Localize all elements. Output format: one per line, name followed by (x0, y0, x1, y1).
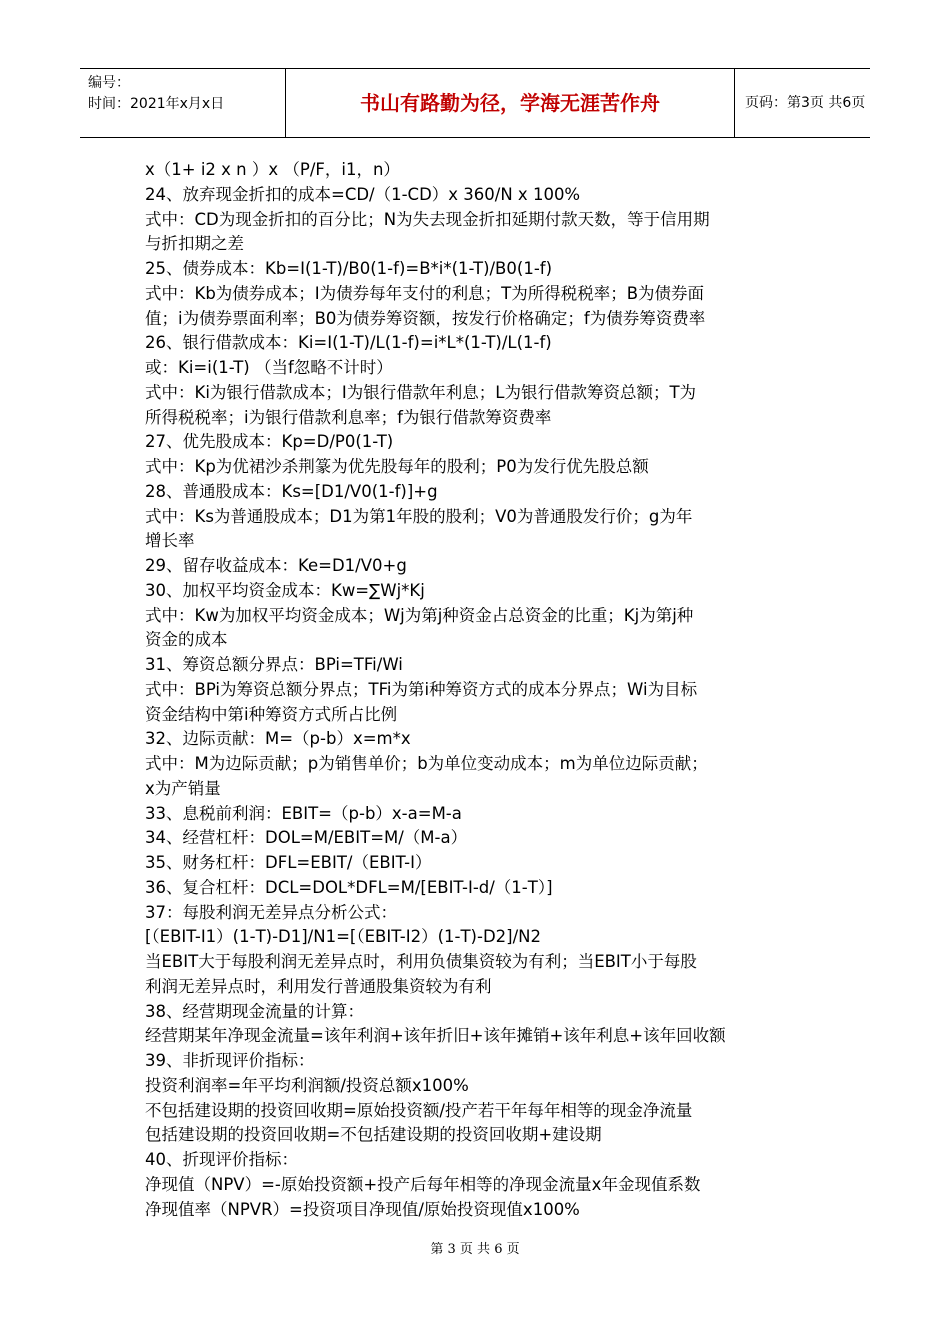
number-label: 编号： (88, 75, 130, 91)
text-line: 式中：Kw为加权平均资金成本；Wj为第j种资金占总资金的比重；Kj为第j种 (145, 605, 694, 625)
text-line: 利润无差异点时，利用发行普通股集资较为有利 (145, 976, 492, 996)
text-line: 式中：M为边际贡献；p为销售单价；b为单位变动成本；m为单位边际贡献； (145, 754, 708, 773)
page-footer: 第 3 页 共 6 页 (430, 1242, 520, 1257)
text-line: 36、复合杠杆：DCL=DOL*DFL=M/[EBIT-I-d/（1-T）] (145, 877, 553, 897)
text-line: 经营期某年净现金流量=该年利润+该年折旧+该年摊销+该年利息+该年回收额 (145, 1026, 726, 1046)
text-line: 当EBIT大于每股利润无差异点时，利用负债集资较为有利；当EBIT小于每股 (145, 952, 697, 971)
page-header (80, 68, 870, 138)
text-line: 40、折现评价指标： (145, 1150, 298, 1169)
page-number: 3 (801, 95, 810, 111)
document-body (145, 158, 815, 1222)
text-line: [（EBIT-I1）(1-T)-D1]/N1=[（EBIT-I2）(1-T)-D2]/N2 (145, 927, 541, 947)
text-line: 值；i为债券票面利率；B0为债券筹资额，按发行价格确定；f为债券筹资费率 (145, 308, 706, 328)
text-line: 投资利润率=年平均利润额/投资总额x100% (145, 1075, 469, 1095)
page-label: 页码：第 (745, 95, 801, 111)
text-line: 所得税税率；i为银行借款利息率；f为银行借款筹资费率 (145, 407, 552, 427)
text-line: 增长率 (145, 531, 195, 551)
text-line: 37：每股利润无差异点分析公式： (145, 902, 397, 922)
text-line: 不包括建设期的投资回收期=原始投资额/投产若干年每年相等的现金净流量 (145, 1100, 693, 1120)
text-line: 27、优先股成本：Kp=D/P0(1-T) (145, 432, 394, 452)
header-meta (80, 69, 285, 137)
text-line: 26、银行借款成本：Ki=I(1-T)/L(1-f)=i*L*(1-T)/L(1-f) (145, 333, 552, 353)
text-line: 资金的成本 (145, 630, 228, 650)
text-line: 38、经营期现金流量的计算： (145, 1001, 364, 1021)
page-mid: 页 共 (809, 95, 843, 111)
text-line: 39、非折现评价指标： (145, 1051, 315, 1070)
text-line: 与折扣期之差 (145, 234, 244, 254)
text-line: 或：Ki=i(1-T) （当f忽略不计时） (145, 358, 393, 377)
text-line: 包括建设期的投资回收期=不包括建设期的投资回收期+建设期 (145, 1125, 602, 1145)
page-end: 页 (851, 95, 866, 111)
time-label: 时间：2021年x月x日 (88, 96, 225, 112)
text-line: 资金结构中第i种筹资方式所占比例 (145, 704, 398, 724)
text-line: 净现值率（NPVR）=投资项目净现值/原始投资现值x100% (145, 1199, 580, 1219)
text-line: 式中：CD为现金折扣的百分比；N为失去现金折扣延期付款天数，等于信用期 (145, 209, 710, 229)
text-line: 32、边际贡献：M=（p-b）x=m*x (145, 729, 411, 749)
text-line: 净现值（NPV）=-原始投资额+投产后每年相等的净现金流量x年金现值系数 (145, 1174, 701, 1194)
text-line: 24、放弃现金折扣的成本=CD/（1-CD）x 360/N x 100% (145, 184, 581, 204)
header-motto: 书山有路勤为径，学海无涯苦作舟 (285, 69, 735, 137)
text-line: 29、留存收益成本：Ke=D1/V0+g (145, 556, 407, 575)
text-line: 式中：Kb为债券成本；I为债券每年支付的利息；T为所得税税率；B为债券面 (145, 283, 705, 303)
text-line: 30、加权平均资金成本：Kw=∑Wj*Kj (145, 580, 425, 600)
text-line: 25、债券成本：Kb=I(1-T)/B0(1-f)=B*i*(1-T)/B0(1-f) (145, 259, 553, 278)
text-line: 34、经营杠杆：DOL=M/EBIT=M/（M-a） (145, 828, 468, 848)
header-page-info (735, 69, 870, 137)
text-line: 28、普通股成本：Ks=[D1/V0(1-f)]+g (145, 481, 438, 501)
text-line: 式中：Ks为普通股成本；D1为第1年股的股利；V0为普通股发行价；g为年 (145, 506, 693, 526)
text-line: 式中：Kp为优裙沙杀荆篆为优先股每年的股利；P0为发行优先股总额 (145, 457, 649, 476)
page-total: 6 (842, 95, 852, 111)
text-line: 式中：BPi为筹资总额分界点；TFi为第i种筹资方式的成本分界点；Wi为目标 (145, 679, 698, 699)
text-line: 式中：Ki为银行借款成本；I为银行借款年利息；L为银行借款筹资总额；T为 (145, 382, 697, 402)
text-line: 33、息税前利润：EBIT=（p-b）x-a=M-a (145, 803, 462, 823)
text-line: x（1+ i2 x n ）x （P/F，i1，n） (145, 160, 400, 179)
text-line: 35、财务杠杆：DFL=EBIT/（EBIT-I） (145, 853, 432, 872)
text-line: x为产销量 (145, 778, 221, 798)
text-line: 31、筹资总额分界点：BPi=TFi/Wi (145, 655, 403, 674)
